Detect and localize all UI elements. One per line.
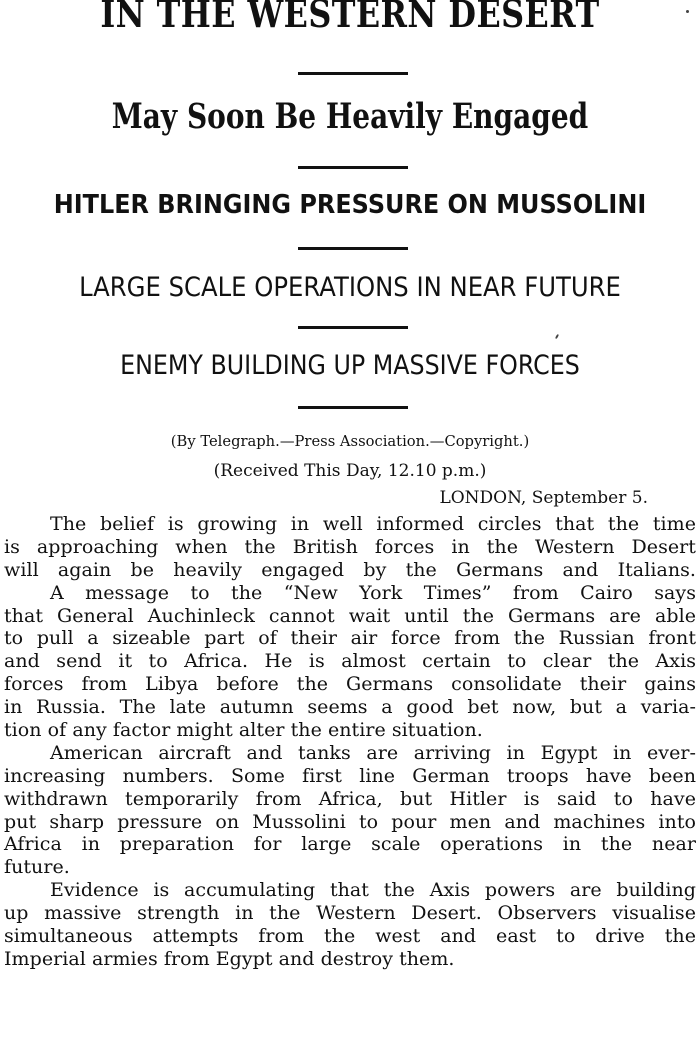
article-line: and send it to Africa. He is almost certain to clear the Axis — [4, 650, 696, 673]
print-speck — [686, 10, 689, 13]
article-line: in Russia. The late autumn seems a good bet now, but a varia- — [4, 696, 696, 719]
press-credit: (By Telegraph.—Press Association.—Copyright.) — [170, 432, 530, 450]
dateline: LONDON, September 5. — [439, 488, 648, 508]
headline-main: IN THE WESTERN DESERT — [100, 0, 600, 36]
article-body — [4, 513, 696, 971]
article-line: withdrawn temporarily from Africa, but Hitler is said to have — [4, 787, 696, 810]
article-line: tion of any factor might alter the entire situation. — [4, 719, 483, 742]
article-line: up massive strength in the Western Desert. Observers visualise — [4, 902, 696, 925]
headline-divider — [298, 406, 408, 409]
article-line: The belief is growing in well informed circles that the time — [50, 513, 696, 535]
article-line: is approaching when the British forces in the Western Desert — [4, 535, 696, 558]
headline-subtitle: May Soon Be Heavily Engaged — [111, 96, 589, 137]
article-line: Evidence is accumulating that the Axis powers are building — [50, 879, 696, 902]
article-line: Africa in preparation for large scale operations in the near — [4, 833, 696, 856]
headline-divider — [298, 326, 408, 329]
article-line: will again be heavily engaged by the Germans and Italians. — [4, 558, 696, 581]
headline-operations: LARGE SCALE OPERATIONS IN NEAR FUTURE — [79, 272, 621, 303]
article-line: future. — [4, 856, 70, 879]
print-speck — [555, 334, 559, 339]
article-line: forces from Libya before the Germans consolidate their gains — [4, 673, 696, 696]
article-line: American aircraft and tanks are arriving in Egypt in ever- — [50, 741, 696, 764]
headline-divider — [298, 166, 408, 169]
article-line: A message to the “New York Times” from Cairo says — [50, 581, 696, 604]
received-time: (Received This Day, 12.10 p.m.) — [213, 461, 487, 481]
article-line: that General Auchinleck cannot wait until the Germans are able — [4, 604, 696, 627]
article-line: increasing numbers. Some first line German troops have been — [4, 764, 696, 787]
article-line: Imperial armies from Egypt and destroy them. — [4, 947, 455, 970]
article-line: simultaneous attempts from the west and east to drive the — [4, 925, 696, 948]
article-line: put sharp pressure on Mussolini to pour men and machines into — [4, 810, 696, 833]
headline-enemy: ENEMY BUILDING UP MASSIVE FORCES — [120, 350, 580, 381]
headline-divider — [298, 72, 408, 75]
headline-hitler: HITLER BRINGING PRESSURE ON MUSSOLINI — [53, 190, 647, 220]
headline-divider — [298, 247, 408, 250]
article-line: to pull a sizeable part of their air force from the Russian front — [4, 627, 696, 650]
